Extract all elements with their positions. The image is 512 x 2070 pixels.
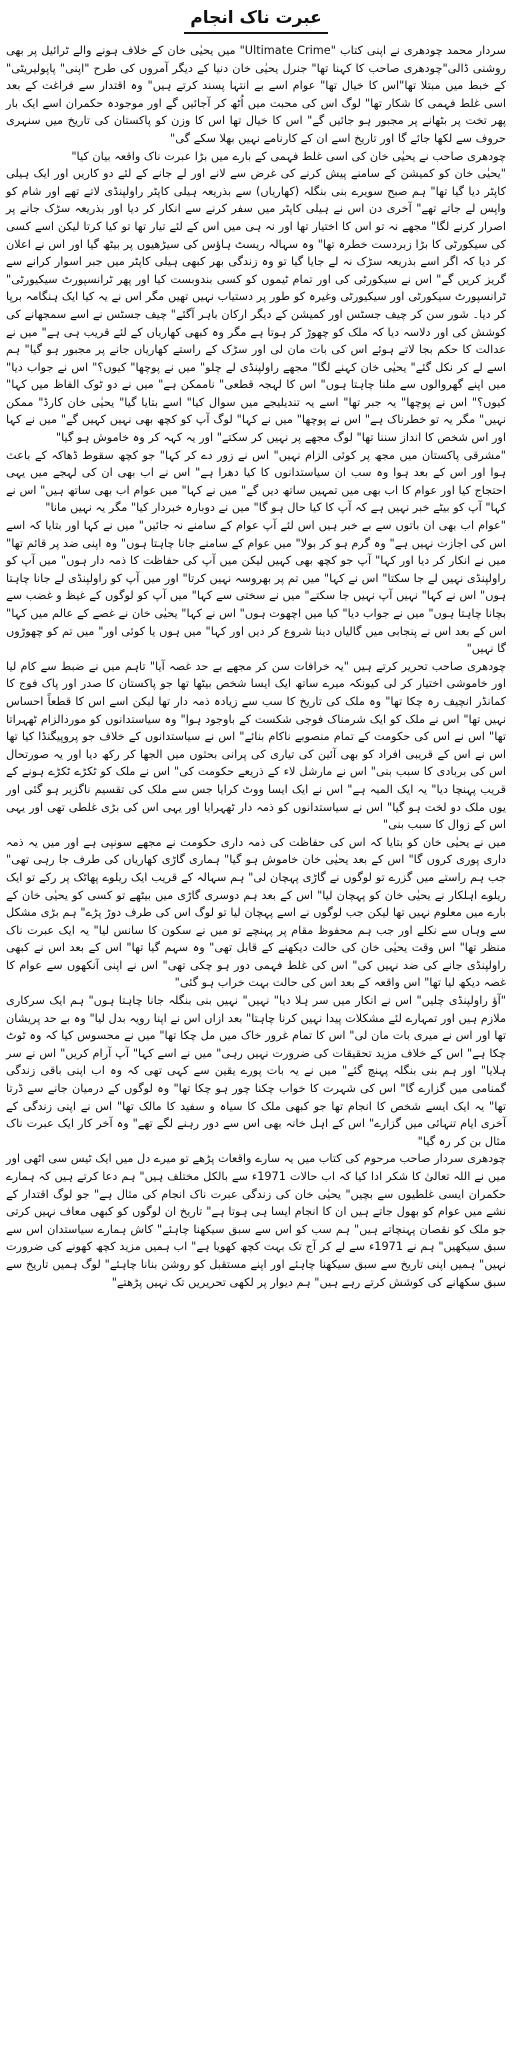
article-body	[6, 42, 506, 1291]
paragraph-1: سردار محمد چودھری نے اپنی کتاب "Ultimate Crime" میں یحیٰی خان کے خلاف ہونے والے ٹرائیل پر بھی روشنی ڈالی"چودھری صاحب کا کہنا تھا" جنرل یحیٰی خان دنیا کے دیگر آمروں کی طرح "اپنی" پاپولیریٹی" کے خبط میں مبتلا تھا"اس کا خیال تھا" عوام اسے بے انتہا پسند کرتے ہیں" وہ اقتدار سے فراغت کے بعد اسی غلط فہمی کا شکار تھا" لوگ اس کی محبت میں اُٹھ کر آجائیں گے اور موجودہ حکمران اسے ایک بار پھر تخت پر بٹھانے پر مجبور ہو جائیں گے" اس کا خیال تھا اس کا وزن کو پاکستان کی تاریخ میں سنہری حروف سے لکھا جائے گا اور تاریخ اسے ان کے کارنامے نہیں بھلا سکے گی"	[6, 44, 506, 145]
paragraph-5: "عوام اب بھی ان باتوں سے بے خبر ہیں اس لئے آپ عوام کے سامنے نہ جائیں" میں نے کہا اور بتایا کہ اسے اس کی اجازت نہیں ہے" وہ گرم ہو کر بولا" میں عوام کے سامنے جانا چاہتا ہوں" وہ اپنی ضد پر قائم تھا" میں نے انکار کر دیا اور کہا" آپ جو کچھ بھی کہیں لیکن میں آپ کی حفاظت کا ذمہ دار ہوں" میں آپ کو راولپنڈی نہیں لے جا سکتا" اس نے کہا" میں تم پر بھروسہ نہیں کرتا" اور میں آپ کو راولپنڈی لے جانا چاہتا ہوں" اس نے کہا" نہیں آپ نہیں جا سکتے" میں نے سختی سے کہا" میں آپ کو لوگوں کے غیظ و غضب سے بچانا چاہتا ہوں" میں نے جواب دیا" کیا میں اچھوت ہوں" اس نے کہا" یحیٰی خان نے غصے کے عالم میں کہا" اس کے بعد اس نے پنجابی میں گالیاں دینا شروع کر دیں اور کہا" میں ہوں یا کوئی اور" میں تم کو چھوڑوں گا نہیں"	[6, 519, 506, 656]
paragraph-7: میں نے یحیٰی خان کو بتایا کہ اس کی حفاظت کی ذمہ داری حکومت نے مجھے سونپی ہے اور میں یہ ذمہ داری پوری کروں گا" اس کے بعد یحیٰی خان خاموش ہو گیا" ہماری گاڑی کھاریاں کی طرف جا رہی تھی" جب ہم راستے میں گزرے تو لوگوں نے گاڑی پہچان لی" ہم سہالہ کے قریب ایک ریلوے پھاٹک پر رکے تو ایک ریلوے اہلکار نے یحیٰی خان کو پہچان لیا" اس کے بعد ہم دوسری گاڑی میں بیٹھے تو کسی کو یحیٰی خان کے بارے میں معلوم نہیں تھا لیکن جب لوگوں نے اسے پہچان لیا تو لوگ اس کی طرف دوڑ پڑے" ہم بڑی مشکل سے وہاں سے نکلے اور جب ہم محفوظ مقام پر پہنچے تو میں نے سکون کا سانس لیا" یہ ایک عبرت ناک منظر تھا" اس وقت یحیٰی خان کی حالت دیکھنے کے قابل تھی" وہ سہم گیا تھا" اس کے بعد اس نے کبھی راولپنڈی جانے کی ضد نہیں کی" اس کی غلط فہمی دور ہو چکی تھی" اس نے اپنی آنکھوں سے عوام کا غصہ دیکھ لیا تھا" اس واقعہ کے بعد اس کی حالت بہت خراب ہو گئی"	[6, 835, 506, 990]
paragraph-3: "یحیٰی خان کو کمیشن کے سامنے پیش کرنے کی غرض سے لانے اور لے جانے کے لئے دو کاریں اور ایک ہیلی کاپٹر دیا گیا تھا" ہم صبح سویرے بنی بنگلہ (کھاریاں) سے بذریعہ ہیلی کاپٹر راولپنڈی لاتے تھے اور شام کو واپس لے جاتے تھے" آخری دن اس نے ہیلی کاپٹر میں سفر کرنے سے انکار کر دیا اور بذریعہ سڑک جانے پر اصرار کرنے لگا" مجھے نہ تو اس کا اختیار تھا اور نہ ہی میں اس کے لئے تیار تھا تو کیا کرتا لیکن اسے کسی کی سیکورٹی کا بڑا زبردست خطرہ تھا" وہ سہالہ ریسٹ ہاؤس کی سیڑھیوں پر بیٹھ گیا اور اس نے اعلان کر دیا کہ اگر اسے بذریعہ سڑک نہ لے جایا گیا تو وہ زندگی بھر کبھی ہیلی کاپٹر میں جبر اسوار کرانے سے گریز کریں گے" اس نے سیکورٹی کی اور تمام ٹیموں کو کسی بندوبست کیا اور پھر ٹرانسپورٹ سیکیورٹی" ٹرانسپورٹ سیکورٹی اور سیکیورٹی وغیرہ کو طور پر دستیاب نہیں تھیں مگر اس نے یہ کیا ایک ہنگامہ برپا کر دیا۔ شور سن کر چیف جسٹس اور کمیشن کے دیگر ارکان باہر آگئے" چیف جسٹس نے اسے سمجھانے کی کوشش کی اور دلاسہ دیا کہ ملک کو چھوڑ کر ہوتا ہے مگر وہ کبھی کھاریاں کے لئے قریب ہی ہے" میں نے عدالت کا حکم بجا لاتے ہوئے اس کی بات مان لی اور سڑک کے راستے کھاریاں جانے پر مجبور ہو گیا" ہم اسے لے کر نکل گئے" یحیٰی خان کہنے لگا" مجھے راولپنڈی لے چلو" میں نے پوچھا" کیوں؟" اس نے جواب دیا" میں اپنے گھروالوں سے ملنا چاہتا ہوں" اس کا لہجہ قطعی" ناممکن ہے" میں نے دو ٹوک الفاظ میں کہا" کیوں؟" اس نے پوچھا" یہ جبر تھا" اسے یہ تندیلیجے میں سوال کیا" اسے بتایا گیا" یحیٰی خان کارڈ" ممکن نہیں" مگر یہ تو خطرناک ہے" اس نے پوچھا" میں نے کہا" لوگ آپ کو کچھ بھی نہیں کہیں گے" میں نے کہا اور اس شخص کا انداز سننا تھا" لوگ مجھے پر نہیں کر سکتے" اور یہ کہہ کر وہ خاموش ہو گیا"	[6, 167, 506, 445]
title-wrap	[6, 4, 506, 42]
paragraph-2: چودھری صاحب نے یحیٰی خان کی اسی غلط فہمی کے بارے میں بڑا عبرت ناک واقعہ بیان کیا"	[71, 149, 506, 163]
paragraph-9: چودھری سردار صاحب مرحوم کی کتاب میں یہ سارے واقعات پڑھے تو میرے دل میں ایک ٹیس سی اٹھی اور میں نے اللہ تعالیٰ کا شکر ادا کیا کہ اب حالات 1971ء سے بالکل مختلف ہیں" ہم دعا کرتے ہیں کہ ہمارے حکمران ایسی غلطیوں سے بچیں" یحیٰی خان کی زندگی عبرت ناک انجام کی مثال ہے" جو لوگ اقتدار کے نشے میں عوام کو بھول جاتے ہیں ان کا انجام ایسا ہی ہوتا ہے" تاریخ ان لوگوں کو کبھی معاف نہیں کرتی جو ملک کو نقصان پہنچاتے ہیں" ہم سب کو اس سے سبق سیکھنا چاہئے" کاش ہمارے سیاستدان اس سے سبق سیکھیں" ہم نے 1971ء سے لے کر آج تک بہت کچھ کھویا ہے" اب ہمیں مزید کچھ کھونے کی ضرورت نہیں" ہمیں اپنی تاریخ سے سبق سیکھنا چاہئے اور اپنے مستقبل کو روشن بنانا چاہئے" لوگ ہمیں تاریخ سے سبق سکھانے کی کوشش کرتے رہے ہیں" ہم دیوار پر لکھی تحریریں تک نہیں پڑھتے"	[6, 1152, 506, 1289]
paragraph-4: "مشرقی پاکستان میں مجھ پر کوئی الزام نہیں" اس نے زور دے کر کہا" جو کچھ سقوط ڈھاکہ کے باعث ہوا اور اس کے بعد ہوا وہ سب ان سیاستدانوں کا کیا دھرا ہے" اس نے اب بھی ان کی لہجے میں یہی احتجاج کیا اور عوام کا اب بھی میں تمہیں ساتھ دیں گے" میں نے کہا" میں عوام اب بھی ساتھ ہیں" اس نے کہا" آپ کو بیٹے خبر نہیں ہے کہ آپ کا کیا حال ہو گا" میں نے دوبارہ خبردار کیا" مگر یہ نہیں مانا"	[6, 448, 506, 515]
paragraph-8: "آؤ راولپنڈی چلیں" اس نے انکار میں سر ہلا دیا" نہیں" نہیں بنی بنگلہ جانا چاہتا ہوں" ہم ایک سرکاری ملازم ہیں اور تمہارے لئے مشکلات پیدا نہیں کرنا چاہتا" بعد ازاں اس نے اپنا رویہ بدل لیا" وہ بے حد پریشان تھا اور اس نے میری بات مان لی" اس کا تمام غرور خاک میں مل چکا تھا" میں نے محسوس کیا کہ وہ ٹوٹ چکا ہے" اس کے خلاف مزید تحقیقات کی ضرورت نہیں رہی" میں نے اسے کہا" آپ آرام کریں" اس نے سر ہلایا" اور ہم بنی بنگلہ پہنچ گئے" میں نے یہ بات پورے یقین سے کہی تھی کہ وہ اب اپنی باقی زندگی گمنامی میں گزارے گا" اس کی شہرت کا خواب چکنا چور ہو چکا تھا" وہ لوگوں کے درمیان جانے سے ڈرتا تھا" یہ ایک ایسے شخص کا انجام تھا جو کبھی ملک کا سیاہ و سفید کا مالک تھا" اس نے اپنی زندگی کے آخری ایام تنہائی میں گزارے" اس کے اہل خانہ بھی اس سے دور رہنے لگے تھے" وہ آخر کار ایک عبرت ناک مثال بن کر رہ گیا"	[6, 994, 506, 1148]
paragraph-6: چودھری صاحب تحریر کرتے ہیں "یہ خرافات سن کر مجھے بے حد غصہ آیا" تاہم میں نے ضبط سے کام لیا اور خاموشی اختیار کر لی کیونکہ میرے ساتھ ایک ایسا شخص بیٹھا تھا جو پاکستان کا صدر اور پاک فوج کا کمانڈر انچیف رہ چکا تھا" وہ ملک کی تاریخ کا سب سے زیادہ ذمہ دار تھا لیکن اسے اس کا قطعاً احساس نہیں تھا" اس نے ملک کو ایک شرمناک فوجی شکست کے باوجود ہوا" وہ سیاستدانوں کو موردالزام ٹھہراتا تھا" اس نے اس کی حکومت کے تمام منصوبے ناکام بنائے" اس نے سیاستدانوں کے خلاف جو پروپیگنڈا کیا تھا اس نے اس کے قریبی افراد کو بھی آئین کی تیاری کی پرانی بحثوں میں الجھا کر رکھ دیا اور یہ صورتحال اس کی بربادی کا سبب بنی" اس نے مارشل لاء کے ذریعے حکومت کی" اس نے ملک کو ٹکڑے ٹکڑے ہونے کے قریب پہنچا دیا" یہ ایک المیہ ہے" اس نے ایک ایسا ووٹ کرایا جس سے ملک کی تقسیم ناگزیر ہو گئی اور یوں ملک دو لخت ہو گیا" اس نے سیاستدانوں کو ذمہ دار ٹھہرایا اور یہی اس کی بڑی غلطی تھی اور یہی اس کے زوال کا سبب بنی"	[6, 659, 506, 832]
article-title: عبرت ناک انجام	[184, 6, 328, 34]
